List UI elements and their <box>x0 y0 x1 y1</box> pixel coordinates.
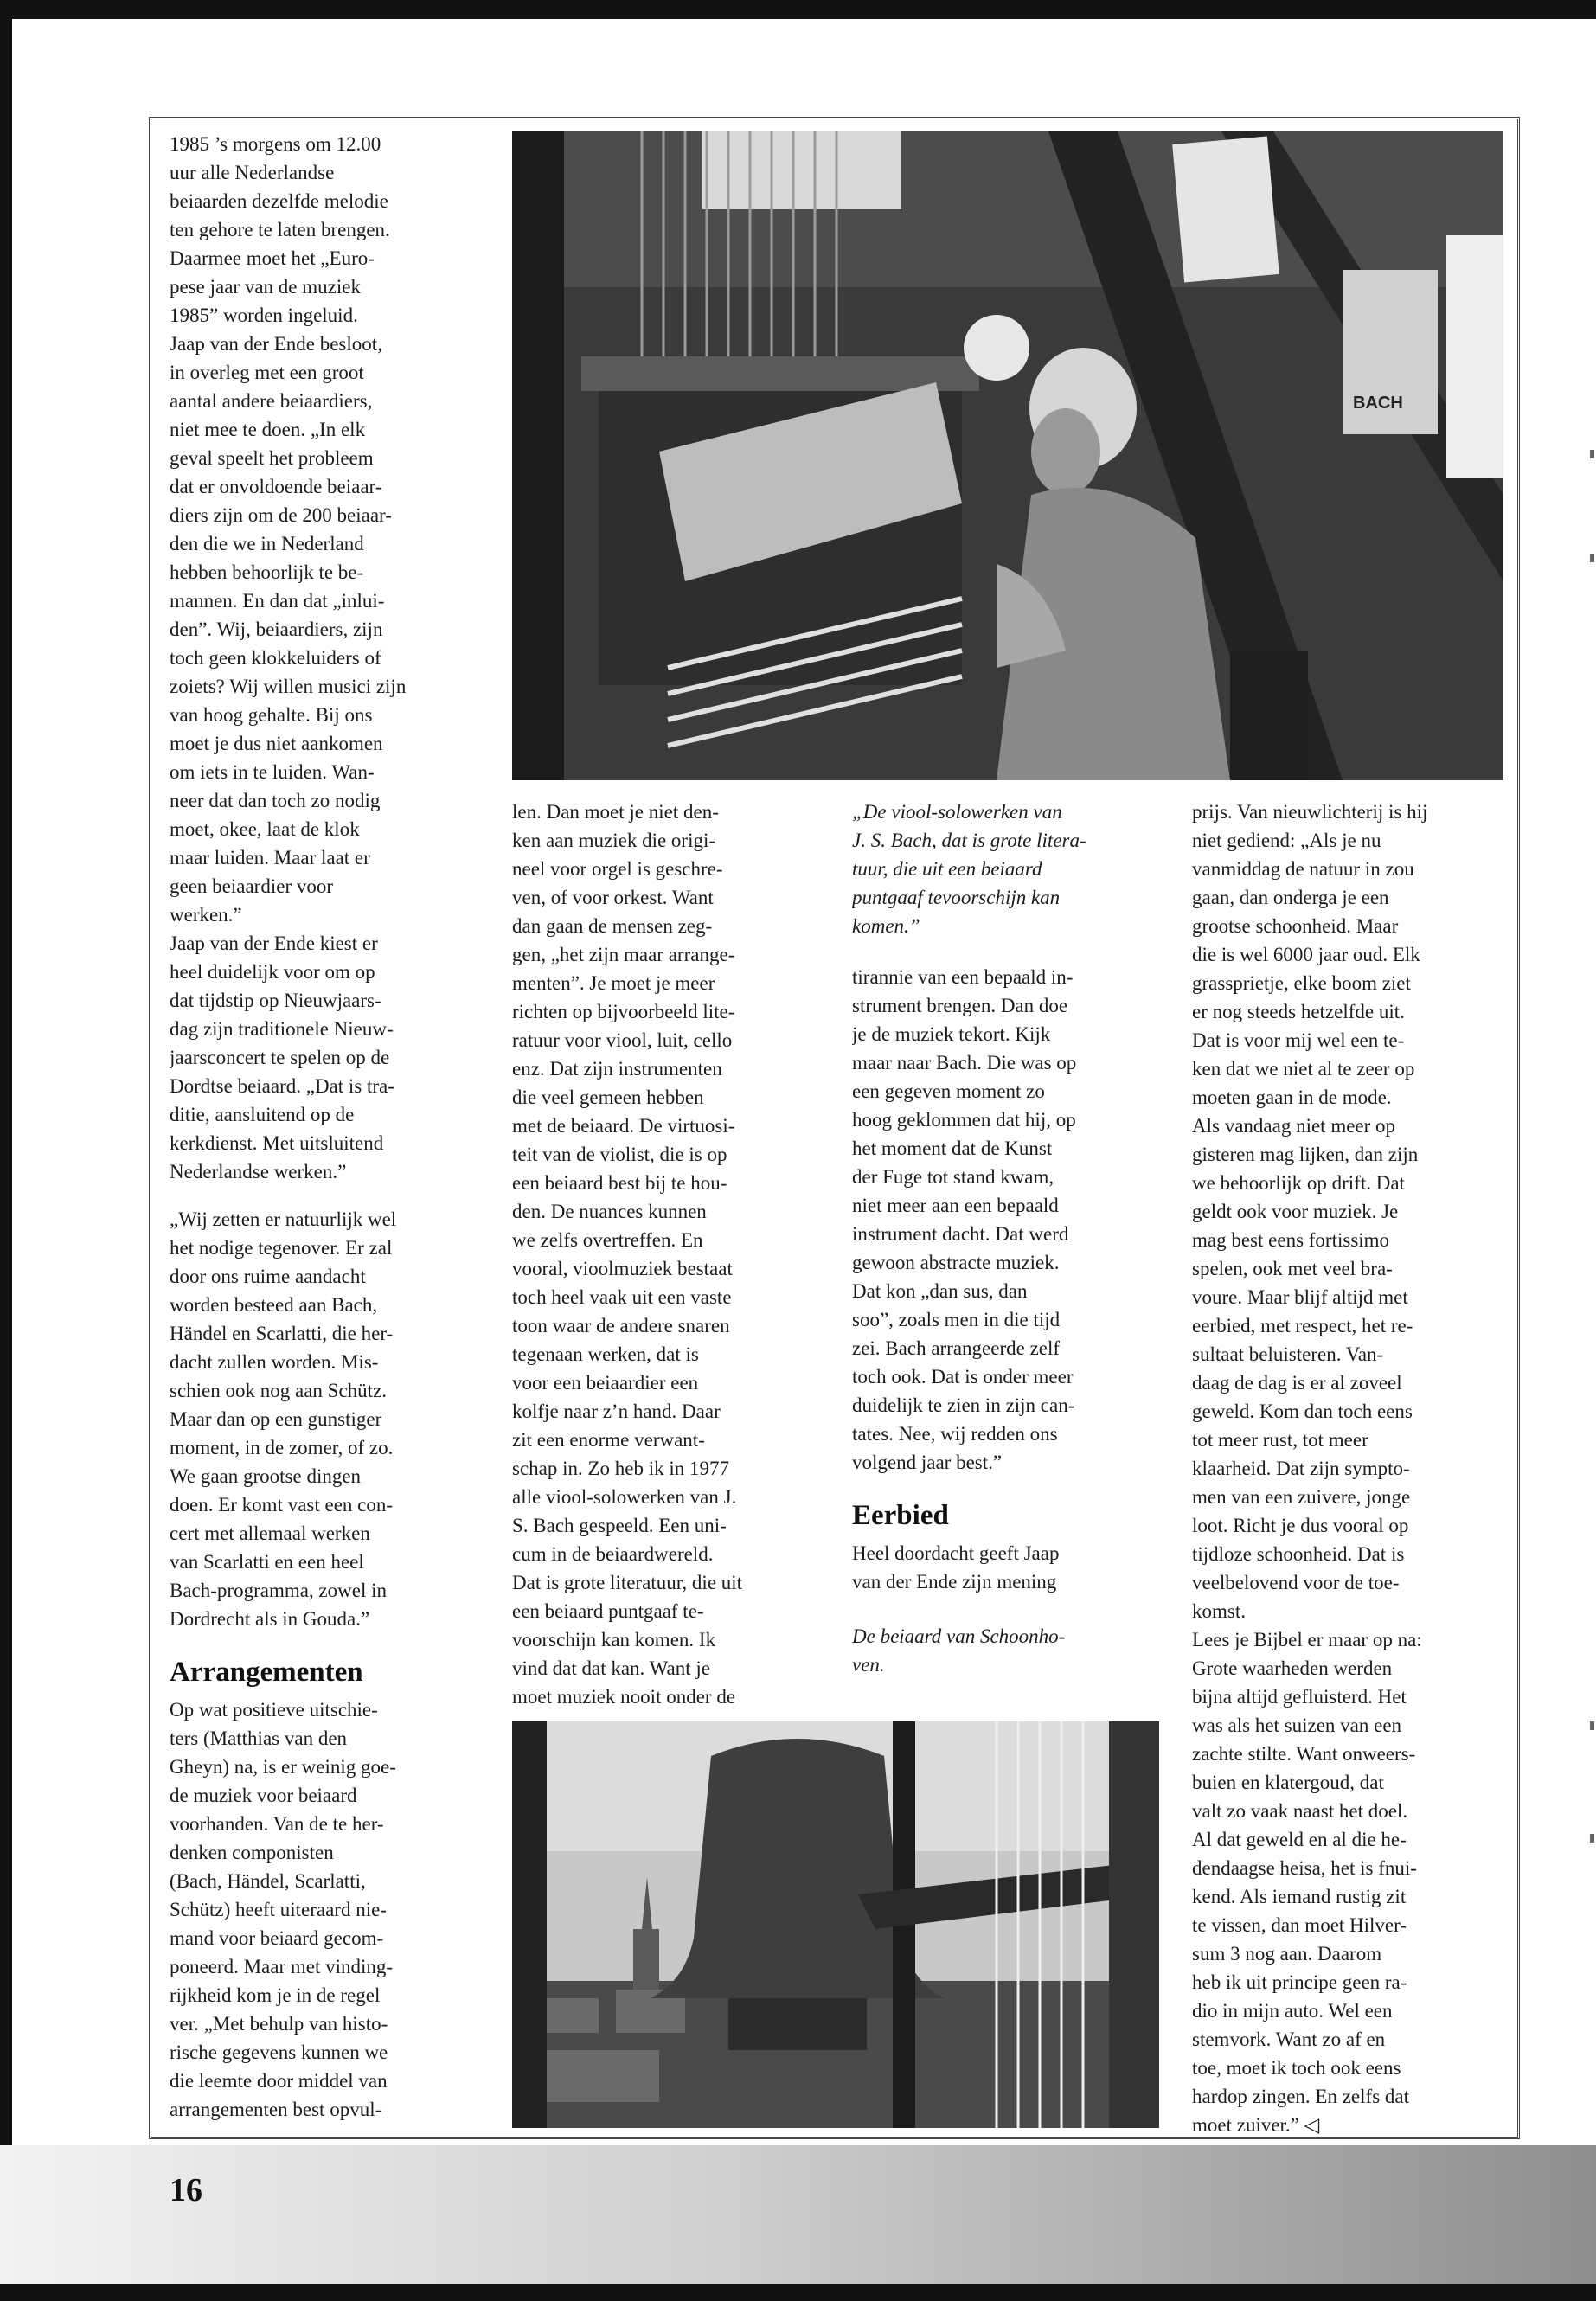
carillonneur-illustration <box>512 131 1503 780</box>
scan-bottom-border <box>0 2284 1596 2301</box>
edge-mark <box>1590 554 1594 562</box>
column-4 <box>1192 798 1508 2138</box>
photo-carillonneur <box>512 131 1503 780</box>
scan-bottom-shade <box>0 2145 1596 2284</box>
col2-paragraph-1: len. Dan moet je niet den- ken aan muziek die origi- neel voor orgel is geschre- ven, of voor orkest. Want dan gaan de mensen zeg- gen, „het zijn maar arrange- menten”. Je moet je meer richten op bijvoorbeeld lite- ratuur voor viool, luit, cello enz. Dat zijn instrumenten die veel gemeen hebben met de beiaard. De virtuosi- teit van de violist, die is op een beiaard best bij te hou- den. De nuances kunnen we zelfs overtreffen. En vooral, vioolmuziek bestaat toch heel vaak uit een vaste toon waar de andere snaren tegenaan werken, dat is voor een beiaardier een kolfje naar z’n hand. Daar zit een enorme verwant- schap in. Zo heb ik in 1977 alle viool-solowerken van J. S. Bach gespeeld. Een uni- cum in de beiaardwereld. Dat is grote literatuur, die uit een beiaard puntgaaf te- voorschijn kan komen. Ik vind dat dat kan. Want je moet muziek nooit onder de <box>512 801 743 1708</box>
edge-mark <box>1590 450 1594 458</box>
heading-intro: Heel doordacht geeft Jaap van der Ende zijn mening <box>852 1542 1060 1593</box>
heading-arrangementen: Arrangementen <box>170 1657 363 1688</box>
page-number: 16 <box>170 2172 202 2208</box>
heading-eerbied: Eerbied <box>852 1500 949 1531</box>
pull-quote: „De viool-solowerken van J. S. Bach, dat is grote litera- tuur, die uit een beiaard puntgaaf tevoorschijn kan komen.” <box>852 801 1086 937</box>
column-1 <box>170 130 481 2137</box>
edge-mark <box>1590 1721 1594 1730</box>
photo-caption: De beiaard van Schoonho- ven. <box>852 1625 1066 1676</box>
poster-text: BACH <box>1353 394 1403 413</box>
col1-paragraph-2: „Wij zetten er natuurlijk wel het nodige tegenover. Er zal door ons ruime aandacht worden besteed aan Bach, Händel en Scarlatti, die her- dacht zullen worden. Mis- schien ook nog aan Schütz. Maar dan op een gunstiger moment, in de zomer, of zo. We gaan grootse dingen doen. Er komt vast een con- cert met allemaal werken van Scarlatti en een heel Bach-programma, zowel in Dordrecht als in Gouda.” <box>170 1208 397 1630</box>
col3-paragraph-1: tirannie van een bepaald in- strument brengen. Dan doe je de muziek tekort. Kijk maar naar Bach. Die was op een gegeven moment zo hoog geklommen dat hij, op het moment dat de Kunst der Fuge tot stand kwam, niet meer aan een bepaald instrument dacht. Dat werd gewoon abstracte muziek. Dat kon „dan sus, dan soo”, zoals men in die tijd zei. Bach arrangeerde zelf toch ook. Dat is onder meer duidelijk te zien in zijn can- tates. Nee, wij redden ons volgend jaar best.” <box>852 966 1077 1473</box>
col1-paragraph-1: 1985 ’s morgens om 12.00 uur alle Nederlandse beiaarden dezelfde melodie ten gehore te laten brengen. Daarmee moet het „Euro- pese jaar van de muziek 1985” worden ingeluid. Jaap van der Ende besloot, in overleg met een groot aantal andere beiaardiers, niet mee te doen. „In elk geval speelt het probleem dat er onvoldoende beiaar- diers zijn om de 200 beiaar- den die we in Nederland hebben behoorlijk te be- mannen. En dan dat „inlui- den”. Wij, beiaardiers, zijn toch geen klokkeluiders of zoiets? Wij willen musici zijn van hoog gehalte. Bij ons moet je dus niet aankomen om iets in te luiden. Wan- neer dat dan toch zo nodig moet, okee, laat de klok maar luiden. Maar laat er geen beiaardier voor werken.” Jaap van der Ende kiest er heel duidelijk voor om op dat tijdstip op Nieuwjaars- dag zijn traditionele Nieuw- jaarsconcert te spelen op de Dordtse beiaard. „Dat is tra- ditie, aansluitend op de kerkdienst. Met uitsluitend Nederlandse werken.” <box>170 133 407 1183</box>
photo-bell <box>512 1721 1159 2128</box>
column-2 <box>512 798 819 1715</box>
col1-paragraph-3: Op wat positieve uitschie- ters (Matthias van den Gheyn) na, is er weinig goe- de muziek voor beiaard voorhanden. Van de te her- denken componisten (Bach, Händel, Scarlatti, Schütz) heeft uiteraard nie- mand voor beiaard gecom- poneerd. Maar met vinding- rijkheid kom je in de regel ver. „Met behulp van histo- rische gegevens kunnen we die leemte door middel van arrangementen best opvul- <box>170 1699 396 2120</box>
edge-mark <box>1590 1834 1594 1843</box>
col4-paragraph-1: prijs. Van nieuwlichterij is hij niet gediend: „Als je nu vanmiddag de natuur in zou gaan, dan onderga je een grootse schoonheid. Maar die is wel 6000 jaar oud. Elk grassprietje, elke boom ziet er nog steeds hetzelfde uit. Dat is voor mij wel een te- ken dat we niet al te zeer op moeten gaan in de mode. Als vandaag niet meer op gisteren mag lijken, dan zijn we behoorlijk op drift. Dat geldt ook voor muziek. Je mag best eens fortissimo spelen, ook met veel bra- voure. Maar blijf altijd met eerbied, met respect, het re- sultaat beluisteren. Van- daag de dag is er al zoveel geweld. Kom dan toch eens tot meer rust, tot meer klaarheid. Dat zijn sympto- men van een zuivere, jonge loot. Richt je dus vooral op tijdloze schoonheid. Dat is veelbelovend voor de toe- komst. Lees je Bijbel er maar op na: Grote waarheden werden bijna altijd gefluisterd. Het was als het suizen van een zachte stilte. Want onweers- buien en klatergoud, dat valt zo vaak naast het doel. Al dat geweld en al die he- dendaagse heisa, het is fnui- kend. Als iemand rustig zit te vissen, dan moet Hilver- sum 3 nog aan. Daarom heb ik uit principe geen ra- dio in mijn auto. Wel een stemvork. Want zo af en toe, moet ik toch ook eens hardop zingen. En zelfs dat moet zuiver.” ◁ <box>1192 801 1428 2136</box>
scan-left-border <box>0 0 12 2301</box>
column-3 <box>852 798 1159 1715</box>
bell-illustration <box>512 1721 1159 2128</box>
scan-top-border <box>0 0 1596 19</box>
